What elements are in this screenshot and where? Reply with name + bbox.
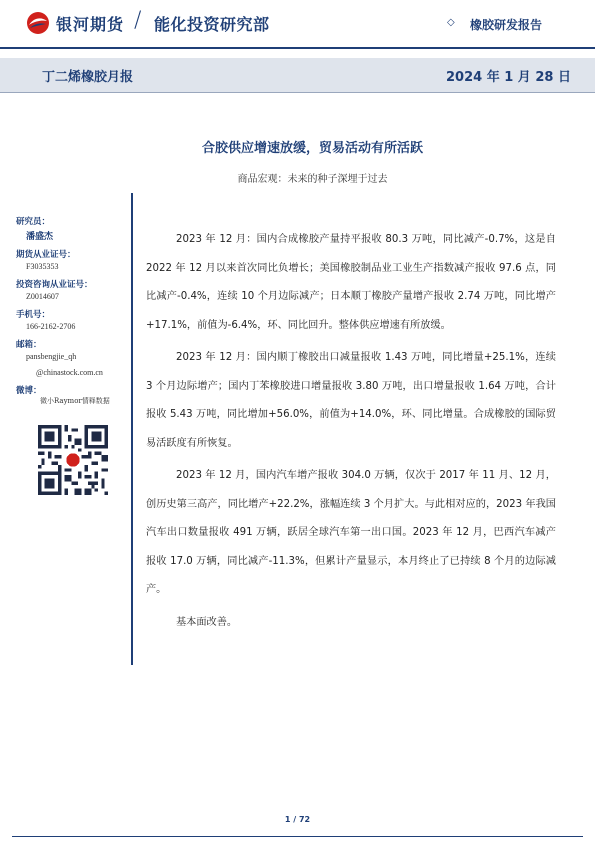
article-body: [146, 226, 556, 637]
author-sidebar: [16, 215, 126, 406]
wechat-label: 微博：: [16, 386, 42, 396]
invest-cert-label: 投资咨询从业证号：: [16, 280, 93, 290]
article-subtitle: 商品宏观：未来的种子深埋于过去: [237, 174, 388, 185]
article-title: 合胶供应增速放缓，贸易活动有所活跃: [201, 141, 423, 156]
brand-name: 银河期货: [56, 15, 125, 34]
paragraph-auto: 2023 年 12 月，国内汽车增产报收 304.0 万辆，仅次于 2017 年 11 月、12 月，创历史第三高产，同比增产+22.2%，涨幅连续 3 个月扩大。与此相对应的，2023 年我国汽车出口数量报收 491 万辆，跃居全球汽车第一出口国。2023 年 12 月，巴西汽车减产报收 17.0 万辆，同比减产-11.3%，但累计产量显示，本月终止了已持续 8 个月的边际减产。: [146, 470, 556, 595]
paragraph-conclusion: 基本面改善。: [176, 616, 238, 628]
sidebar-divider: [131, 193, 133, 665]
report-date: 2024 年 1 月 28 日: [446, 70, 571, 85]
paragraph-supply: 2023 年 12 月：国内合成橡胶产量持平报收 80.3 万吨，同比减产-0.7%，这是自 2022 年 12 月以来首次同比负增长；美国橡胶制品业工业生产指数减产报收 97.6 点，同比减产-0.4%，连续 10 个月边际减产；日本顺丁橡胶产量增产报收 2.74 万吨，同比增产+17.1%，前值为-6.4%，环、同比回升。整体供应增速有所放缓。: [146, 234, 556, 331]
invest-cert-value: Z0014607: [26, 292, 59, 301]
page-header: [0, 0, 595, 52]
footer-divider: [12, 836, 583, 837]
department-name: 能化投资研究部: [154, 15, 270, 34]
band-divider: [0, 92, 595, 93]
email-label: 邮箱：: [16, 340, 42, 350]
email-line-1[interactable]: pansbengjie_qh: [26, 352, 77, 361]
diamond-outline-icon: ◇: [447, 17, 455, 28]
phone-value: 166-2162-2706: [26, 322, 76, 331]
wechat-caption: 微小Raymor情释数据: [40, 397, 110, 405]
futures-cert-label: 期货从业证号：: [16, 250, 76, 260]
qr-code-icon: [38, 425, 108, 495]
header-separator: /: [134, 8, 142, 33]
phone-label: 手机号：: [16, 310, 51, 320]
report-type: 橡胶研发报告: [470, 18, 543, 32]
header-divider: [0, 47, 595, 49]
futures-cert-value: F3035353: [26, 262, 59, 271]
page-number: 1 / 72: [284, 815, 311, 824]
paragraph-trade: 2023 年 12 月：国内顺丁橡胶出口减量报收 1.43 万吨，同比增量+25.1%，连续 3 个月边际增产；国内丁苯橡胶进口增量报收 3.80 万吨，出口增量报收 1.64 万吨，合计报收 5.43 万吨，同比增加+56.0%，前值为+14.0%，环、同比增量。合成橡胶的国际贸易活跃度有所恢复。: [146, 352, 556, 449]
report-title: 丁二烯橡胶月报: [42, 70, 134, 85]
email-line-2[interactable]: @chinastock.com.cn: [36, 368, 103, 377]
galaxy-logo-icon: [26, 11, 50, 35]
researcher-name: 潘盛杰: [26, 232, 54, 242]
researcher-label: 研究员：: [16, 217, 51, 227]
